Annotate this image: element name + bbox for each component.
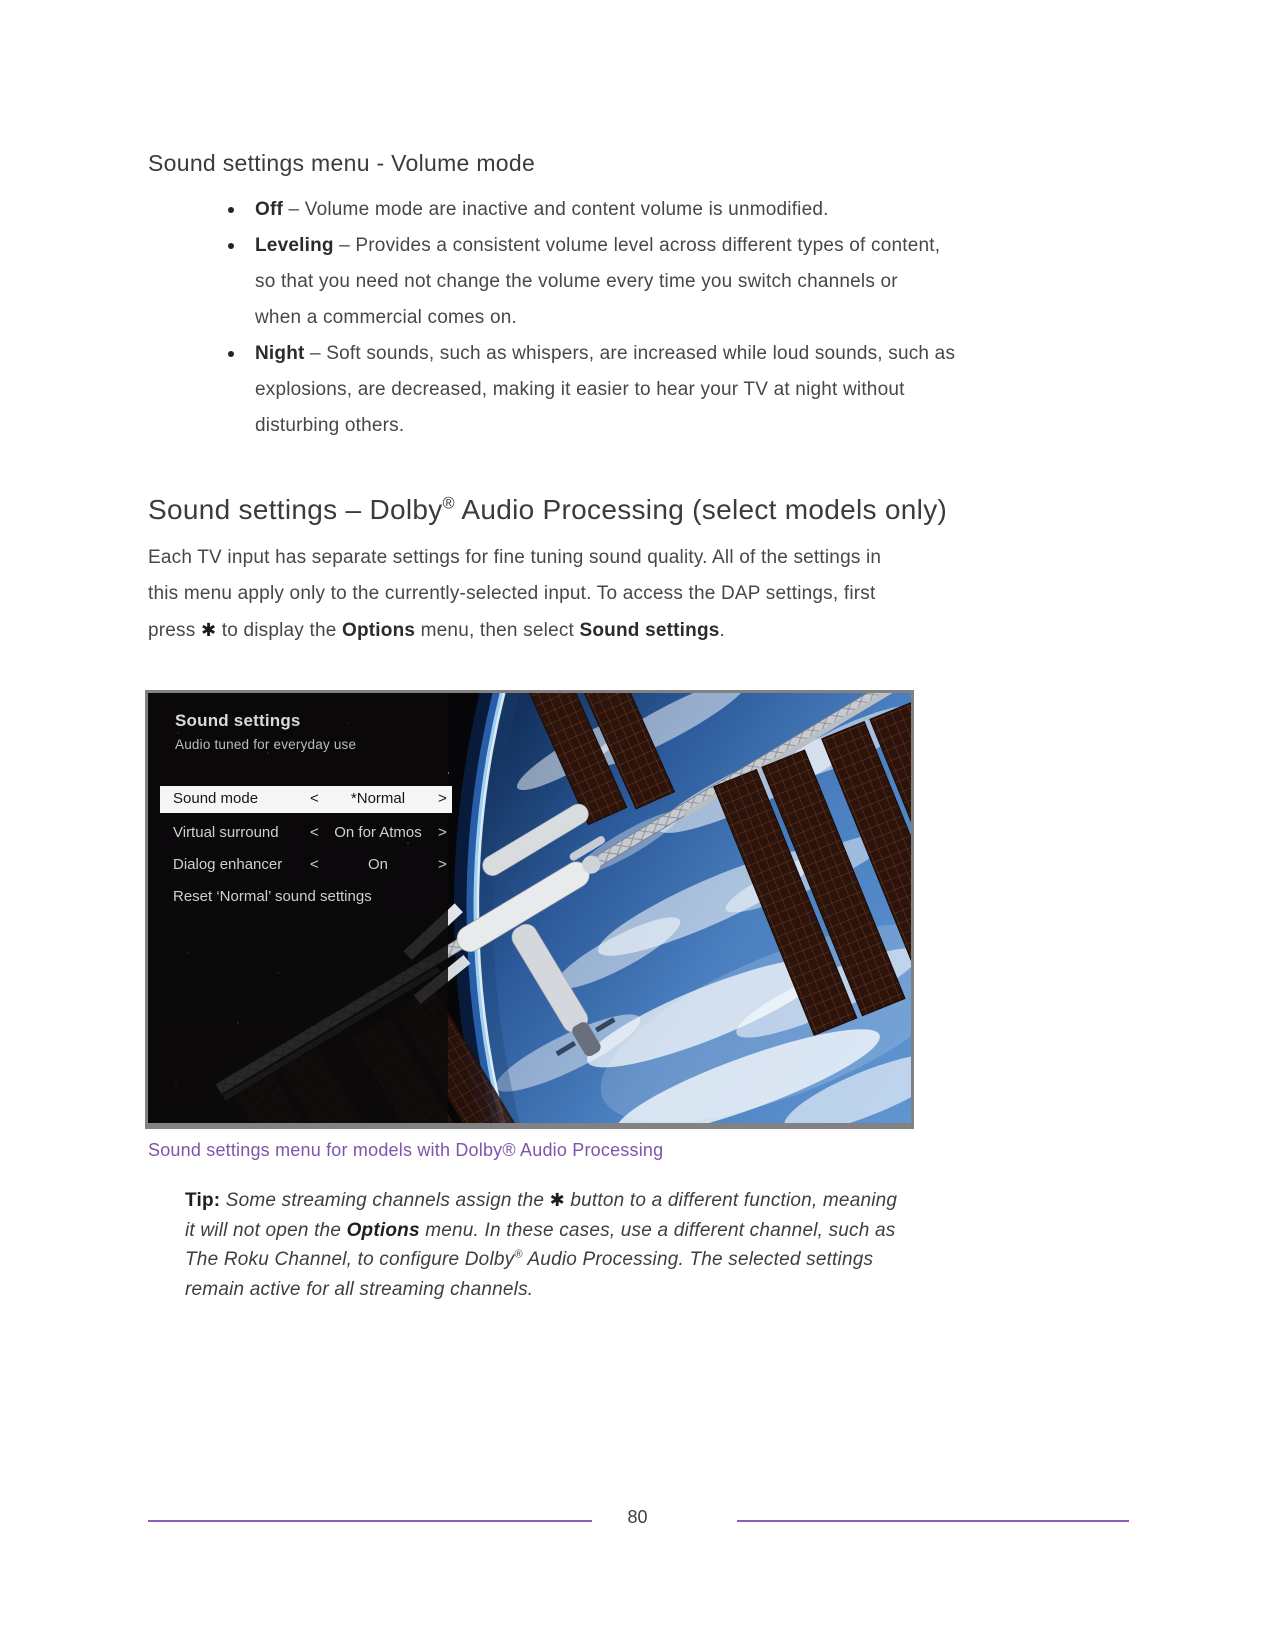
- menu-row-reset-sound-settings: [160, 887, 452, 909]
- page-number: 80: [627, 1507, 648, 1527]
- chevron-right-icon: >: [438, 824, 447, 841]
- menu-row-label: Sound mode: [173, 790, 259, 807]
- chevron-left-icon: <: [310, 790, 319, 807]
- list-item-off: Off – Volume mode are inactive and content volume is unmodified.: [148, 192, 1108, 228]
- chevron-left-icon: <: [310, 824, 319, 841]
- menu-row-value: *Normal: [350, 790, 406, 807]
- menu-row-sound-mode: [160, 786, 452, 813]
- list-item-night: Night – Soft sounds, such as whispers, are increased while loud sounds, such as explosions, are decreased, making it easier to hear your TV at night without disturbing others.: [148, 336, 1108, 444]
- tv-screenshot-figure: [145, 690, 914, 1129]
- tip-paragraph: Tip: Some streaming channels assign the ✱ button to a different function, meaning it will not open the Options menu. In these cases, use a different channel, such as The Roku Channel, to configure Dolby® Audio Processing. The selected settings remain active for all streaming channels.: [185, 1190, 898, 1300]
- chevron-right-icon: >: [438, 856, 447, 873]
- section-heading-dolby-audio-processing: Sound settings – Dolby® Audio Processing (select models only): [148, 494, 948, 525]
- menu-row-dialog-enhancer: [160, 855, 452, 877]
- tv-menu-title: Sound settings: [175, 711, 301, 730]
- menu-row-label: Reset ‘Normal’ sound settings: [173, 888, 372, 905]
- list-item-leveling: Leveling – Provides a consistent volume level across different types of content, so that you need not change the volume every time you switch channels or when a commercial comes on.: [148, 228, 1108, 336]
- section-heading-volume-mode: Sound settings menu - Volume mode: [148, 150, 536, 176]
- figure-caption: Sound settings menu for models with Dolby® Audio Processing: [148, 1140, 664, 1160]
- chevron-left-icon: <: [310, 856, 319, 873]
- tv-menu-subtitle: Audio tuned for everyday use: [175, 737, 357, 752]
- menu-row-label: Dialog enhancer: [173, 856, 283, 873]
- volume-mode-list: [148, 192, 1108, 444]
- menu-row-value: On for Atmos: [334, 824, 422, 841]
- menu-row-virtual-surround: [160, 823, 452, 845]
- intro-paragraph: Each TV input has separate settings for fine tuning sound quality. All of the settings in this menu apply only to the currently-selected input. To access the DAP settings, first press ✱ to display the Options menu, then select Sound settings.: [148, 547, 882, 641]
- menu-row-label: Virtual surround: [173, 824, 279, 841]
- menu-row-value: On: [367, 856, 388, 873]
- footer-rule-right: [737, 1520, 1129, 1522]
- chevron-right-icon: >: [438, 790, 447, 807]
